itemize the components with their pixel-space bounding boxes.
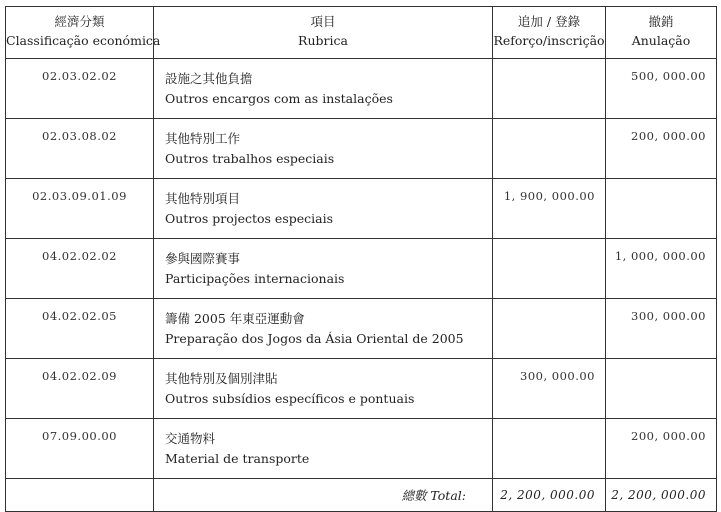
- total-anulacao: 2, 200, 000.00: [606, 479, 717, 512]
- row-reforco: 300, 000.00: [493, 359, 606, 419]
- row-description: [154, 179, 493, 239]
- table-row: [6, 299, 717, 359]
- header-reforco-pt: Reforço/inscrição: [493, 33, 605, 48]
- row-description-pt: Outros trabalhos especiais: [165, 151, 335, 166]
- header-rubrica-pt: Rubrica: [298, 33, 348, 48]
- header-classification: [6, 7, 161, 59]
- row-description-zh: 交通物料: [165, 431, 216, 446]
- header-rubrica-zh: 項目: [310, 14, 336, 29]
- budget-table: [5, 6, 717, 512]
- table-row: [6, 359, 717, 419]
- row-description: [154, 359, 493, 419]
- header-anulacao-zh: 撤銷: [648, 14, 674, 29]
- header-classification-zh: 經濟分類: [54, 14, 105, 29]
- header-classification-pt: Classificação económica: [6, 33, 161, 48]
- row-reforco: [493, 299, 606, 359]
- row-code: 02.03.09.01.09: [6, 179, 154, 239]
- row-code: 07.09.00.00: [6, 419, 154, 479]
- row-code: 04.02.02.09: [6, 359, 154, 419]
- row-anulacao: [606, 359, 717, 419]
- header-anulacao: [606, 7, 717, 59]
- row-description: [154, 419, 493, 479]
- row-description: [154, 299, 493, 359]
- row-description-zh: 設施之其他負擔: [165, 71, 253, 86]
- row-anulacao: 1, 000, 000.00: [606, 239, 717, 299]
- row-anulacao: 300, 000.00: [606, 299, 717, 359]
- row-anulacao: 200, 000.00: [606, 119, 717, 179]
- table-row: [6, 119, 717, 179]
- row-description-pt: Outros projectos especiais: [165, 211, 333, 226]
- row-anulacao: 200, 000.00: [606, 419, 717, 479]
- total-empty-cell: [6, 479, 154, 512]
- row-description-pt: Outros subsídios específicos e pontuais: [165, 391, 415, 406]
- row-description-zh: 其他特別工作: [165, 131, 241, 146]
- header-rubrica: [154, 7, 493, 59]
- row-code: 04.02.02.05: [6, 299, 154, 359]
- row-description-pt: Participações internacionais: [165, 271, 345, 286]
- row-description-pt: Outros encargos com as instalações: [165, 91, 393, 106]
- row-description-pt: Material de transporte: [165, 451, 310, 466]
- row-description: [154, 119, 493, 179]
- total-row: [6, 479, 717, 512]
- table-row: [6, 239, 717, 299]
- row-anulacao: [606, 179, 717, 239]
- header-reforco: [493, 7, 606, 59]
- row-description: [154, 239, 493, 299]
- row-description-zh: 參與國際賽事: [165, 251, 241, 266]
- row-anulacao: 500, 000.00: [606, 59, 717, 119]
- table-row: [6, 419, 717, 479]
- row-description-zh: 其他特別及個別津貼: [165, 371, 278, 386]
- row-reforco: [493, 419, 606, 479]
- row-description-zh: 籌備 2005 年東亞運動會: [165, 311, 305, 326]
- total-reforco: 2, 200, 000.00: [493, 479, 606, 512]
- table-row: [6, 179, 717, 239]
- row-description-zh: 其他特別項目: [165, 191, 241, 206]
- total-label: 總數 Total:: [154, 479, 493, 512]
- row-reforco: [493, 59, 606, 119]
- row-code: 02.03.02.02: [6, 59, 154, 119]
- row-reforco: [493, 119, 606, 179]
- row-reforco: [493, 239, 606, 299]
- row-code: 04.02.02.02: [6, 239, 154, 299]
- row-reforco: 1, 900, 000.00: [493, 179, 606, 239]
- row-description: [154, 59, 493, 119]
- row-code: 02.03.08.02: [6, 119, 154, 179]
- table-row: [6, 59, 717, 119]
- row-description-pt: Preparação dos Jogos da Ásia Oriental de 2005: [165, 331, 464, 346]
- header-anulacao-pt: Anulação: [631, 33, 691, 48]
- header-reforco-zh: 追加 / 登錄: [517, 14, 581, 29]
- header-row: [6, 7, 717, 59]
